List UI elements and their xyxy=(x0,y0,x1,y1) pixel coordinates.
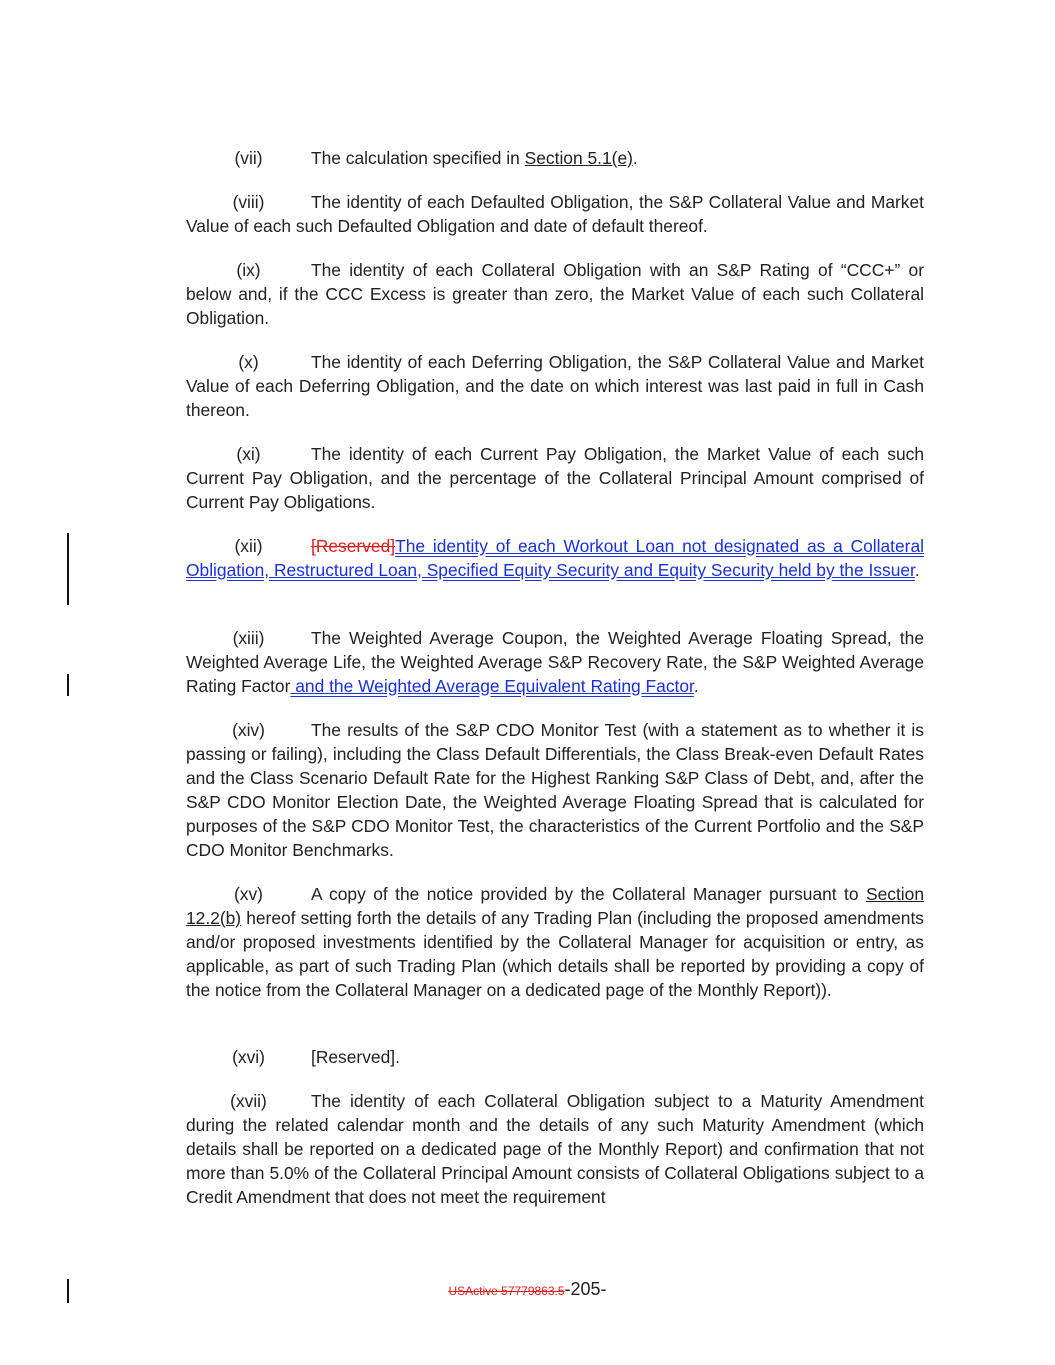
section-reference[interactable]: Section 12.2(b) xyxy=(186,884,924,928)
deleted-text: [Reserved] xyxy=(311,536,396,556)
item-number: (ix) xyxy=(236,260,261,280)
inserted-text: The identity of each Workout Loan not designated as a Collateral Obligation, Restructured Loan, Specified Equity Security and Equity Security held by the Issuer xyxy=(186,536,924,580)
paragraph-xi: (xi) The identity of each Current Pay Obligation, the Market Value of each such Current Pay Obligation, and the percentage of the Collateral Principal Amount comprised of Current Pay Obligations. xyxy=(186,444,924,512)
item-number: (xi) xyxy=(236,444,261,464)
paragraph-x: (x) The identity of each Deferring Obligation, the S&P Collateral Value and Market Value of each Deferring Obligation, and the date on which interest was last paid in full in Cash thereon. xyxy=(186,352,924,420)
document-id: USActive 57779863.5 xyxy=(448,1284,565,1298)
item-number: (x) xyxy=(238,352,259,372)
paragraph-xv: (xv) A copy of the notice provided by the Collateral Manager pursuant to Section 12.2(b) hereof setting forth the details of any Trading Plan (including the proposed amendments and/or proposed investments identified by the Collateral Manager for acquisition or entry, as applicable, as part of such Trading Plan (which details shall be reported by providing a copy of the notice from the Collateral Manager on a dedicated page of the Monthly Report)). xyxy=(186,884,924,1000)
item-number: (vii) xyxy=(234,148,263,168)
paragraph-viii: (viii) The identity of each Defaulted Obligation, the S&P Collateral Value and Market Value of each such Defaulted Obligation and date of default thereof. xyxy=(186,192,924,236)
change-bar xyxy=(67,533,69,605)
page-number: -205- xyxy=(564,1279,607,1299)
paragraph-xvii: (xvii) The identity of each Collateral Obligation subject to a Maturity Amendment during the related calendar month and the details of any such Maturity Amendment (which details shall be reported on a dedicated page of the Monthly Report) and confirmation that not more than 5.0% of the Collateral Principal Amount consists of Collateral Obligations subject to a Credit Amendment that does not meet the requirement xyxy=(186,1091,924,1207)
paragraph-xiii: (xiii) The Weighted Average Coupon, the Weighted Average Floating Spread, the Weighted Average Life, the Weighted Average S&P Recovery Rate, the S&P Weighted Average Rating Factor and the Weighted Average Equivalent Rating Factor. xyxy=(186,628,924,696)
change-bar xyxy=(67,674,69,696)
paragraph-xii: (xii) [Reserved]The identity of each Workout Loan not designated as a Collateral Obligation, Restructured Loan, Specified Equity Security and Equity Security held by the Issuer. xyxy=(186,536,924,580)
item-number: (xii) xyxy=(234,536,263,556)
item-number: (xiv) xyxy=(232,720,265,740)
item-number: (xvii) xyxy=(230,1091,267,1111)
item-number: (xvi) xyxy=(232,1047,265,1067)
paragraph-xiv: (xiv) The results of the S&P CDO Monitor Test (with a statement as to whether it is passing or failing), including the Class Default Differentials, the Class Break-even Default Rates and the Class Scenario Default Rate for the Highest Ranking S&P Class of Debt, and, after the S&P CDO Monitor Election Date, the Weighted Average Floating Spread that is calculated for purposes of the S&P CDO Monitor Test, the characteristics of the Current Portfolio and the S&P CDO Monitor Benchmarks. xyxy=(186,720,924,860)
item-number: (xv) xyxy=(234,884,263,904)
paragraph-vii: (vii) The calculation specified in Section 5.1(e). xyxy=(186,146,924,170)
item-number: (viii) xyxy=(232,192,265,212)
paragraph-ix: (ix) The identity of each Collateral Obligation with an S&P Rating of “CCC+” or below and, if the CCC Excess is greater than zero, the Market Value of each such Collateral Obligation. xyxy=(186,260,924,328)
page-footer xyxy=(0,1279,1055,1300)
section-reference[interactable]: Section 5.1(e) xyxy=(524,148,633,168)
inserted-text: and the Weighted Average Equivalent Rating Factor xyxy=(290,676,694,696)
item-number: (xiii) xyxy=(232,628,265,648)
paragraph-xvi: (xvi) [Reserved]. xyxy=(186,1045,924,1069)
